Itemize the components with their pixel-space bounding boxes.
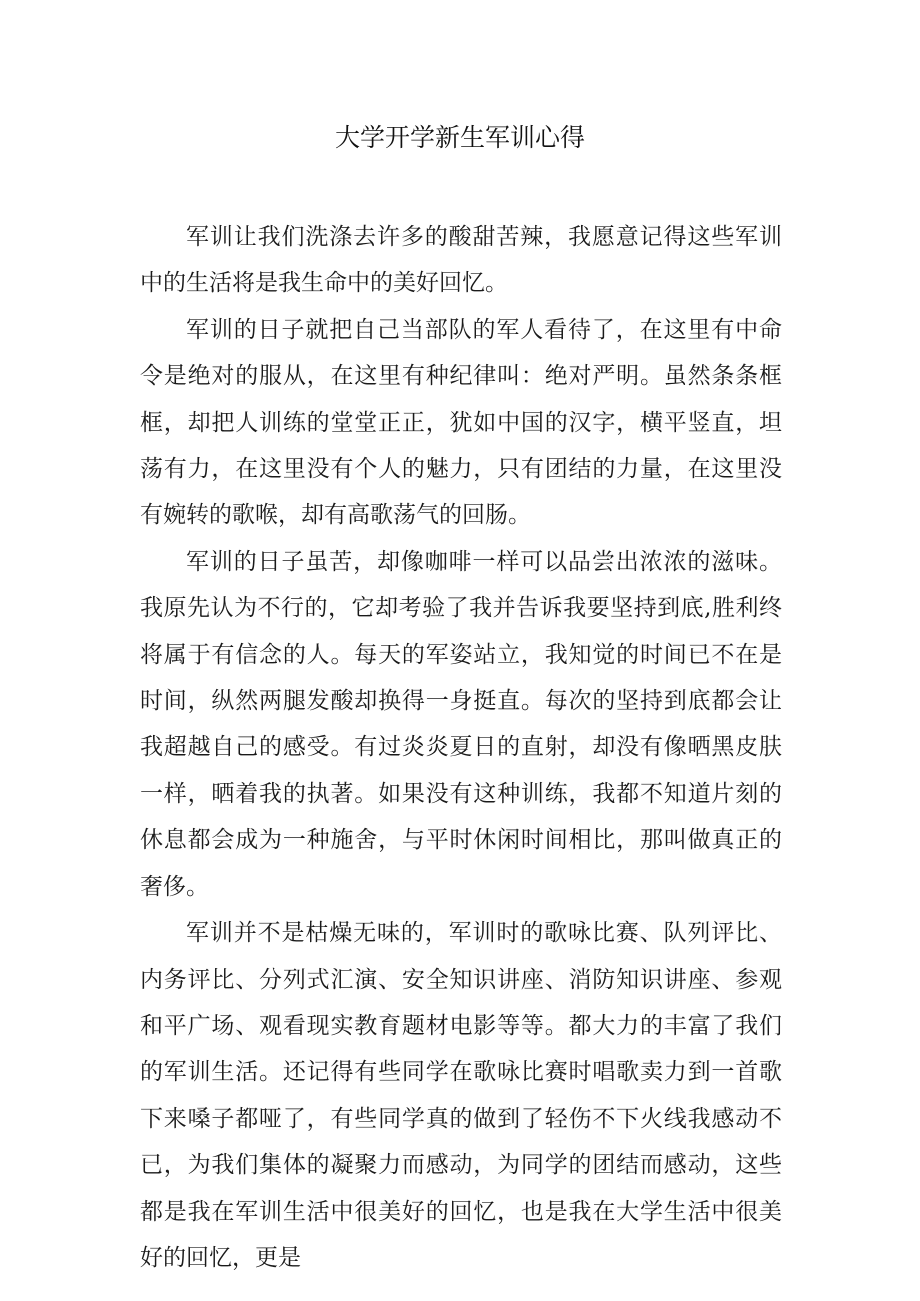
document-body bbox=[140, 214, 782, 1281]
paragraph-1: 军训让我们洗涤去许多的酸甜苦辣，我愿意记得这些军训中的生活将是我生命中的美好回忆。 bbox=[140, 224, 782, 297]
paragraph-4: 军训并不是枯燥无味的，军训时的歌咏比赛、队列评比、内务评比、分列式汇演、安全知识讲座、消防知识讲座、参观和平广场、观看现实教育题材电影等等。都大力的丰富了我们的军训生活。还记得有些同学在歌咏比赛时唱歌卖力到一首歌下来嗓子都哑了，有些同学真的做到了轻伤不下火线我感动不已，为我们集体的凝聚力而感动，为同学的团结而感动，这些都是我在军训生活中很美好的回忆，也是我在大学生活中很美好的回忆，更是 bbox=[140, 920, 782, 1271]
document-title: 大学开学新生军训心得 bbox=[334, 123, 585, 152]
paragraph-2: 军训的日子就把自己当部队的军人看待了，在这里有中命令是绝对的服从，在这里有种纪律叫：绝对严明。虽然条条框框，却把人训练的堂堂正正，犹如中国的汉字，横平竖直，坦荡有力，在这里没有个人的魅力，只有团结的力量，在这里没有婉转的歌喉，却有高歌荡气的回肠。 bbox=[140, 316, 782, 529]
paragraph-3: 军训的日子虽苦，却像咖啡一样可以品尝出浓浓的滋味。我原先认为不行的，它却考验了我并告诉我要坚持到底,胜利终将属于有信念的人。每天的军姿站立，我知觉的时间已不在是时间，纵然两腿发酸却换得一身挺直。每次的坚持到底都会让我超越自己的感受。有过炎炎夏日的直射，却没有像晒黑皮肤一样，晒着我的执著。如果没有这种训练，我都不知道片刻的休息都会成为一种施舍，与平时休闲时间相比，那叫做真正的奢侈。 bbox=[140, 548, 782, 900]
